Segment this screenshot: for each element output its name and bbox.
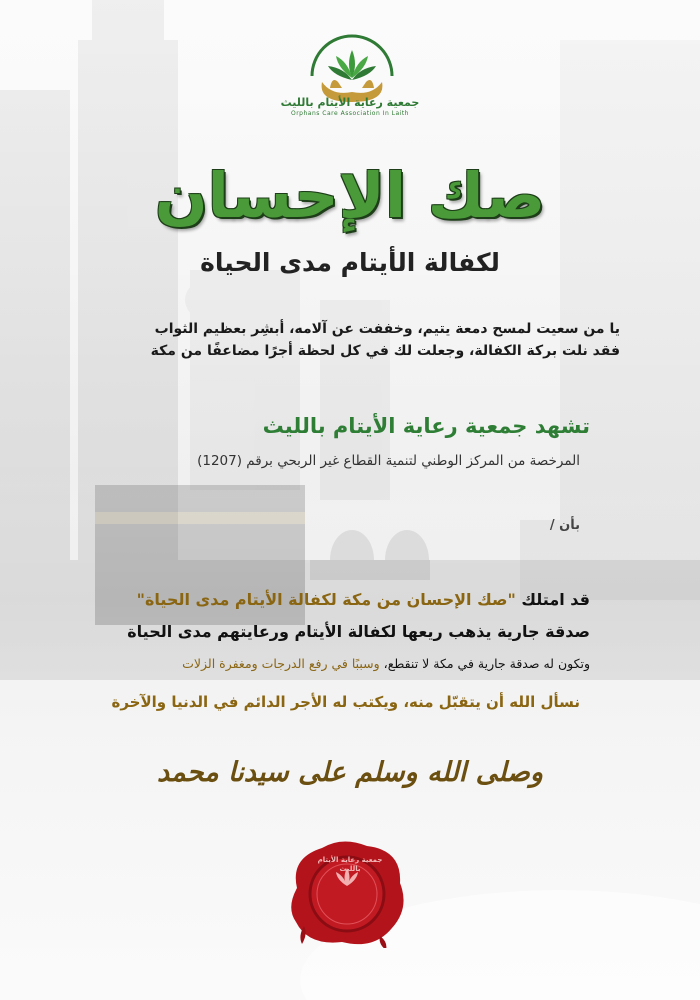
- continuous-charity-line: [90, 656, 590, 671]
- closing-blessing: وصلى الله وسلم على سيدنا محمد: [156, 757, 544, 788]
- certificate-title: صك الإحسان: [154, 159, 546, 232]
- intro-line-2: فقد نلت بركة الكفالة، وجعلت لك في كل لحظة أجرًا مضاعفًا من مكة: [150, 343, 620, 359]
- continuous-charity-prefix: وتكون له صدقة جارية في مكة لا تنقطع،: [383, 656, 590, 671]
- org-name-arabic: جمعية رعاية الأيتام بالليث: [280, 96, 420, 109]
- certificate-subtitle: لكفالة الأيتام مدى الحياة: [200, 248, 500, 277]
- charity-line: صدقة جارية يذهب ريعها لكفالة الأيتام ورعايتهم مدى الحياة: [127, 622, 590, 641]
- wax-seal-icon: [282, 838, 412, 948]
- certificate-name: "صك الإحسان من مكة لكفالة الأيتام مدى الحياة": [136, 590, 516, 609]
- prayer-line: نسأل الله أن يتقبّل منه، ويكتب له الأجر الدائم في الدنيا والآخرة: [111, 693, 580, 711]
- intro-paragraph: [90, 318, 620, 362]
- org-name-english: Orphans Care Association In Laith: [290, 110, 409, 117]
- ownership-line: [90, 590, 590, 609]
- ownership-prefix: قد امتلك: [521, 590, 590, 609]
- blessing-text: وسببًا في رفع الدرجات ومغفرة الزلات: [182, 656, 380, 671]
- witness-heading: تشهد جمعية رعاية الأيتام بالليث: [262, 414, 590, 438]
- intro-line-1: يا من سعيت لمسح دمعة يتيم، وخففت عن آلامه، أبشِر بعظيم الثواب: [154, 321, 620, 337]
- recipient-label: بأن /: [549, 518, 580, 533]
- license-text: المرخصة من المركز الوطني لتنمية القطاع غير الربحي برقم (1207): [197, 453, 580, 469]
- seal-text: جمعية رعاية الأيتام بالليث: [317, 856, 383, 873]
